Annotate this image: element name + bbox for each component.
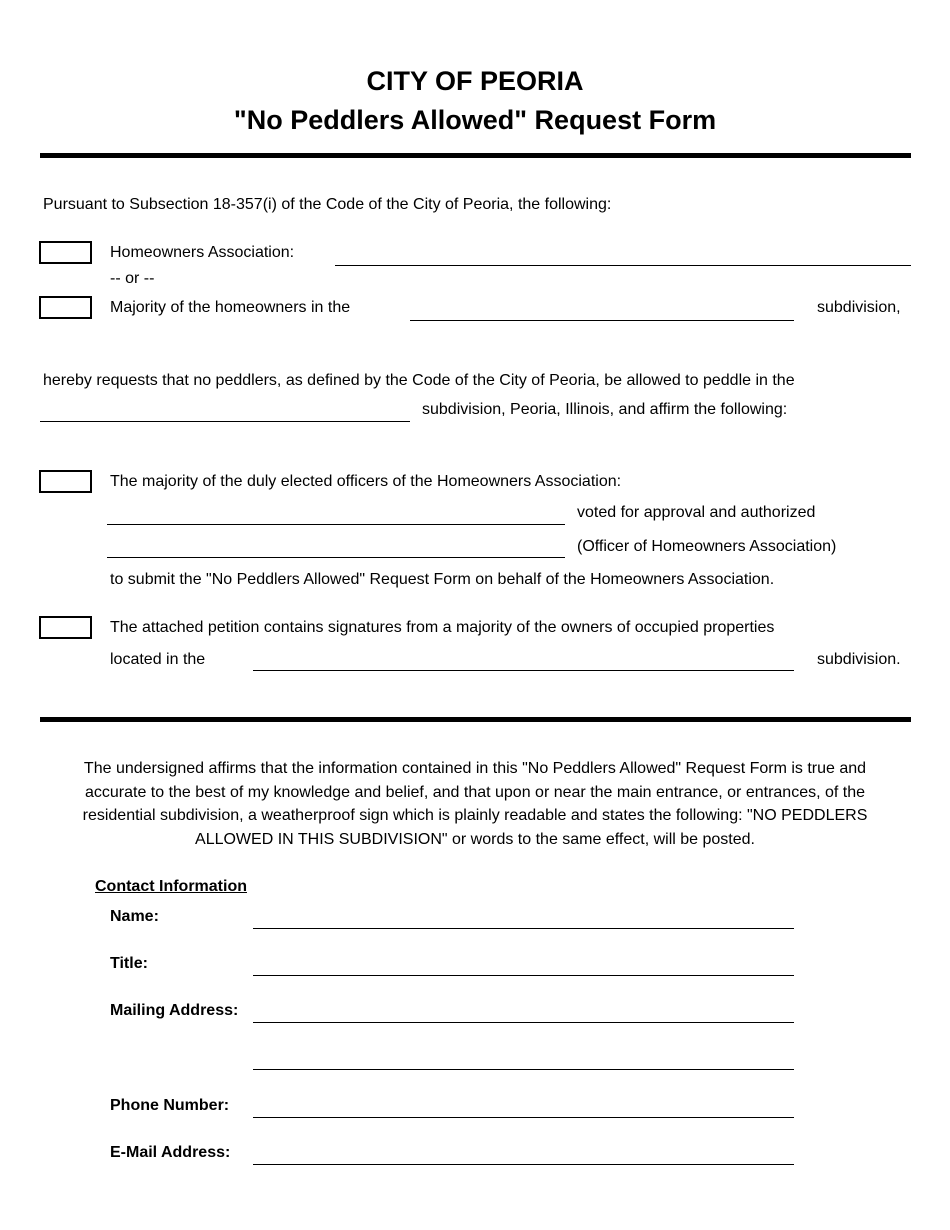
- petition-suffix: subdivision.: [817, 651, 901, 668]
- top-divider: [40, 153, 911, 158]
- officers-text: The majority of the duly elected officers of the Homeowners Association:: [110, 473, 622, 490]
- request-suffix: subdivision, Peoria, Illinois, and affirm the following:: [422, 401, 788, 418]
- email-label: E-Mail Address:: [110, 1144, 231, 1161]
- officers-checkbox[interactable]: [39, 470, 92, 493]
- title-field[interactable]: [253, 975, 794, 976]
- hoa-label: Homeowners Association:: [110, 244, 295, 261]
- hoa-name-field[interactable]: [335, 265, 911, 266]
- or-separator: -- or --: [110, 270, 155, 287]
- majority-checkbox[interactable]: [39, 296, 92, 319]
- request-subdivision-field[interactable]: [40, 421, 410, 422]
- officer-name-field[interactable]: [107, 557, 565, 558]
- address-field-line-1[interactable]: [253, 1022, 794, 1023]
- name-field[interactable]: [253, 928, 794, 929]
- petition-checkbox[interactable]: [39, 616, 92, 639]
- officers-vote-field[interactable]: [107, 524, 565, 525]
- officers-submit-text: to submit the "No Peddlers Allowed" Request Form on behalf of the Homeowners Association.: [110, 571, 775, 588]
- form-title: "No Peddlers Allowed" Request Form: [233, 105, 717, 135]
- bottom-divider: [40, 717, 911, 722]
- petition-subdivision-field[interactable]: [253, 670, 794, 671]
- majority-label: Majority of the homeowners in the: [110, 299, 351, 316]
- petition-prefix: located in the: [110, 651, 206, 668]
- majority-subdivision-field[interactable]: [410, 320, 794, 321]
- affirmation-paragraph: The undersigned affirms that the information contained in this "No Peddlers Allowed" Request Form is true and accurate to the best of my knowledge and belief, and that upon or near the main entrance, or entrances, of the residential subdivision, a weatherproof sign which is plainly readable and states the following: "NO PEDDLERS ALLOWED IN THIS SUBDIVISION" or words to the same effect, will be posted.: [82, 760, 868, 848]
- intro-text: Pursuant to Subsection 18-357(i) of the Code of the City of Peoria, the following:: [43, 196, 612, 213]
- majority-suffix: subdivision,: [817, 299, 901, 316]
- phone-label: Phone Number:: [110, 1097, 230, 1114]
- officer-name-suffix: (Officer of Homeowners Association): [577, 538, 837, 555]
- petition-text: The attached petition contains signatures from a majority of the owners of occupied properties: [110, 619, 775, 636]
- name-label: Name:: [110, 908, 159, 925]
- hoa-checkbox[interactable]: [39, 241, 92, 264]
- address-field-line-2[interactable]: [253, 1069, 794, 1070]
- phone-field[interactable]: [253, 1117, 794, 1118]
- request-text: hereby requests that no peddlers, as defined by the Code of the City of Peoria, be allowed to peddle in the: [43, 372, 795, 389]
- city-title: CITY OF PEORIA: [366, 66, 584, 96]
- officers-vote-suffix: voted for approval and authorized: [577, 504, 816, 521]
- title-label: Title:: [110, 955, 148, 972]
- address-label: Mailing Address:: [110, 1002, 239, 1019]
- email-field[interactable]: [253, 1164, 794, 1165]
- contact-heading: Contact Information: [95, 878, 247, 895]
